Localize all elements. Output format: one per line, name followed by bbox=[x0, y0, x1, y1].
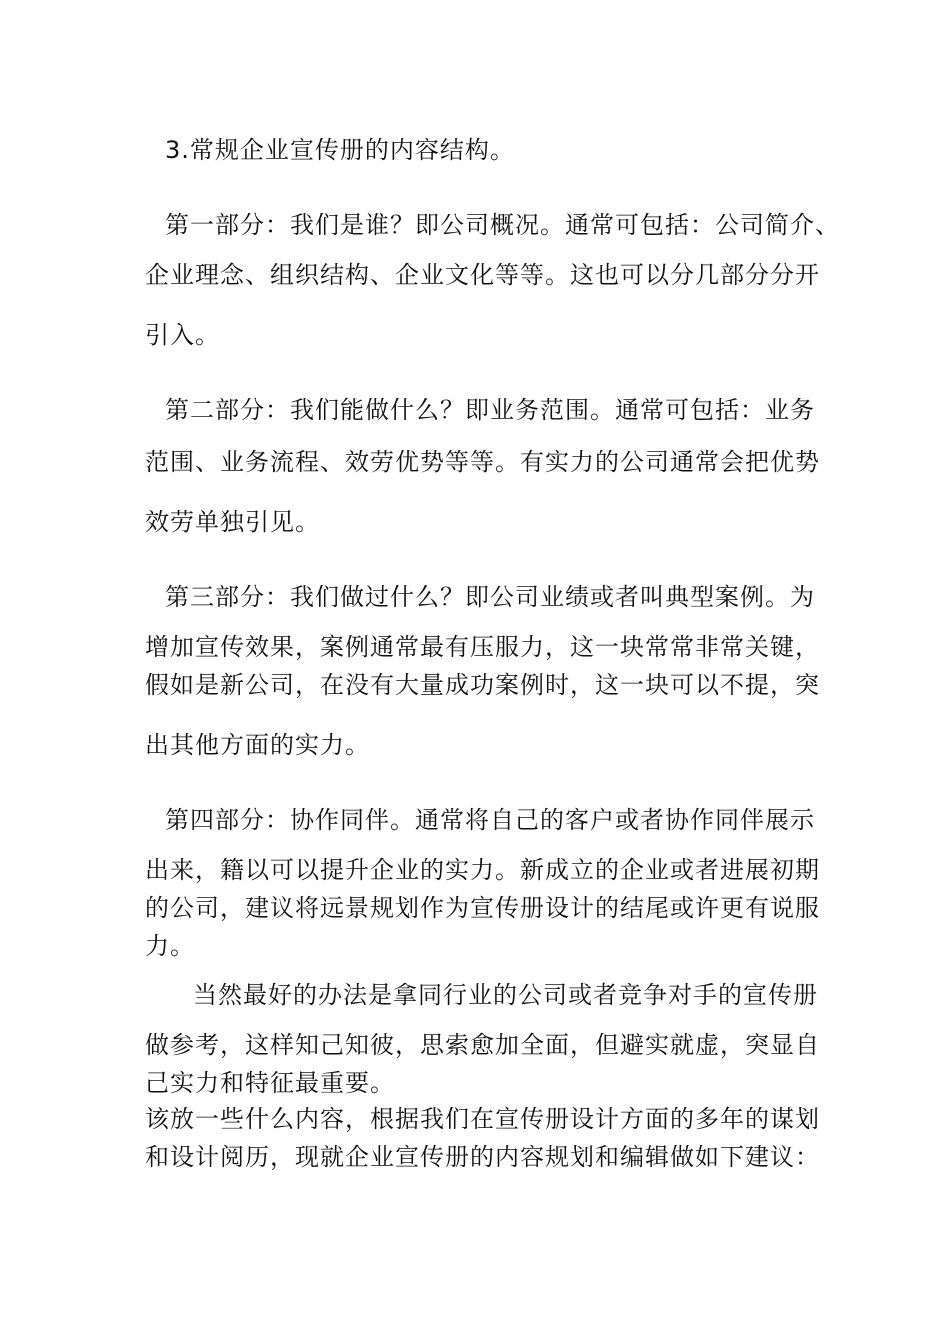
part3-line2: 增加宣传效果，案例通常最有压服力，这一块常常非常关键， bbox=[145, 633, 820, 661]
closing-line2: 做参考，这样知己知彼，思索愈加全面，但避实就虚，突显自 bbox=[145, 1031, 820, 1059]
closing-line4: 该放一些什么内容，根据我们在宣传册设计方面的多年的谋划 bbox=[145, 1105, 820, 1133]
closing-line1: 当然最好的办法是拿同行业的公司或者竞争对手的宣传册 bbox=[193, 981, 818, 1009]
part1-line2: 企业理念、组织结构、企业文化等等。这也可以分几部分分开 bbox=[145, 261, 820, 289]
part4-line2: 出来，籍以可以提升企业的实力。新成立的企业或者进展初期 bbox=[145, 856, 820, 884]
part4-line3: 的公司，建议将远景规划作为宣传册设计的结尾或许更有说服 bbox=[145, 894, 820, 922]
part1-line3: 引入。 bbox=[145, 321, 220, 349]
part2-line2: 范围、业务流程、效劳优势等等。有实力的公司通常会把优势 bbox=[145, 448, 820, 476]
part3-line1: 第三部分：我们做过什么？即公司业绩或者叫典型案例。为 bbox=[165, 583, 815, 611]
closing-line5: 和设计阅历，现就企业宣传册的内容规划和编辑做如下建议： bbox=[145, 1143, 820, 1171]
part2-line3: 效劳单独引见。 bbox=[145, 508, 320, 536]
section-heading: 3.常规企业宣传册的内容结构。 bbox=[165, 136, 515, 164]
part3-line3: 假如是新公司，在没有大量成功案例时，这一块可以不提，突 bbox=[145, 671, 820, 699]
closing-line3: 己实力和特征最重要。 bbox=[145, 1069, 395, 1097]
part2-line1: 第二部分：我们能做什么？即业务范围。通常可包括：业务 bbox=[165, 396, 815, 424]
part4-line1: 第四部分：协作同伴。通常将自己的客户或者协作同伴展示 bbox=[165, 806, 815, 834]
part1-line1: 第一部分：我们是谁？即公司概况。通常可包括：公司简介、 bbox=[165, 211, 840, 239]
part4-line4: 力。 bbox=[145, 932, 195, 960]
part3-line4: 出其他方面的实力。 bbox=[145, 731, 370, 759]
